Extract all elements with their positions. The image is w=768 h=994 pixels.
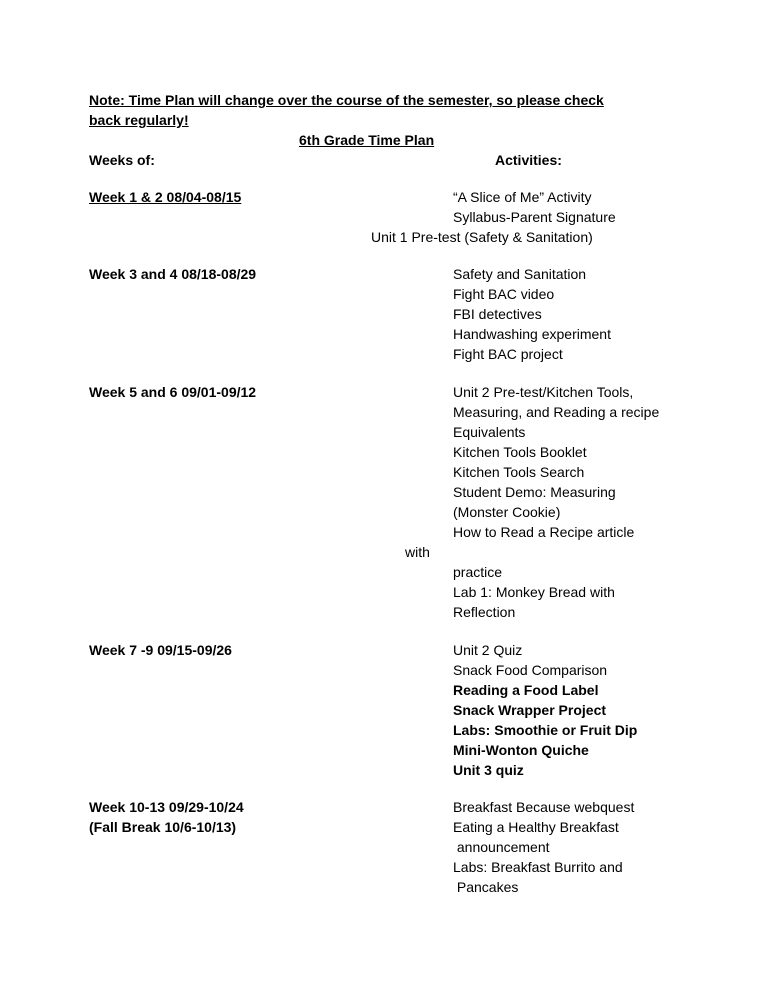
activity: Unit 3 quiz (453, 762, 524, 778)
activity: Kitchen Tools Search (453, 464, 585, 480)
activity: Reading a Food Label (453, 682, 599, 698)
activity: Student Demo: Measuring (453, 484, 616, 500)
week-7-9-label: Week 7 -9 09/15-09/26 (89, 642, 232, 658)
activity: Unit 2 Pre-test/Kitchen Tools, (453, 384, 634, 400)
fall-break-label: (Fall Break 10/6-10/13) (89, 819, 237, 835)
activity: Reflection (453, 604, 516, 620)
activity: Equivalents (453, 424, 526, 440)
week-10-13-label: Week 10-13 09/29-10/24 (89, 799, 244, 815)
activities-header: Activities: (495, 152, 562, 168)
activity: Handwashing experiment (453, 326, 611, 342)
note-line-2: back regularly! (89, 112, 189, 128)
activity: Lab 1: Monkey Bread with (453, 584, 615, 600)
activity: Unit 2 Quiz (453, 642, 523, 658)
note-line-1: Note: Time Plan will change over the course of the semester, so please check (89, 92, 604, 108)
activity: announcement (453, 839, 550, 855)
activity: Snack Food Comparison (453, 662, 608, 678)
activity: Unit 1 Pre-test (Safety & Sanitation) (371, 229, 593, 245)
activity: (Monster Cookie) (453, 504, 561, 520)
activity: “A Slice of Me” Activity (453, 189, 592, 205)
activity: Mini-Wonton Quiche (453, 742, 589, 758)
activity: Safety and Sanitation (453, 266, 587, 282)
activity: Syllabus-Parent Signature (453, 209, 616, 225)
week-5-6-activities (453, 382, 659, 542)
activity: Snack Wrapper Project (453, 702, 607, 718)
activity: Kitchen Tools Booklet (453, 444, 587, 460)
week-7-9-activities (453, 640, 637, 780)
week-3-4-activities (453, 264, 611, 364)
week-5-6-activities-cont (453, 562, 615, 622)
activity: with (405, 544, 430, 560)
week-1-2-label: Week 1 & 2 08/04-08/15 (89, 189, 242, 205)
activity: Fight BAC project (453, 346, 563, 362)
activity: How to Read a Recipe article (453, 524, 635, 540)
activity: Fight BAC video (453, 286, 555, 302)
week-5-6-label: Week 5 and 6 09/01-09/12 (89, 384, 257, 400)
activity: Labs: Smoothie or Fruit Dip (453, 722, 638, 738)
week-10-13-activities (453, 797, 634, 897)
activity: Breakfast Because webquest (453, 799, 635, 815)
activity: Labs: Breakfast Burrito and (453, 859, 623, 875)
activity: practice (453, 564, 503, 580)
week-3-4-label: Week 3 and 4 08/18-08/29 (89, 266, 257, 282)
activity: Pancakes (453, 879, 519, 895)
page-title: 6th Grade Time Plan (299, 132, 435, 148)
weeks-header: Weeks of: (89, 152, 155, 168)
activity: FBI detectives (453, 306, 542, 322)
activity: Measuring, and Reading a recipe (453, 404, 660, 420)
activity: Eating a Healthy Breakfast (453, 819, 619, 835)
